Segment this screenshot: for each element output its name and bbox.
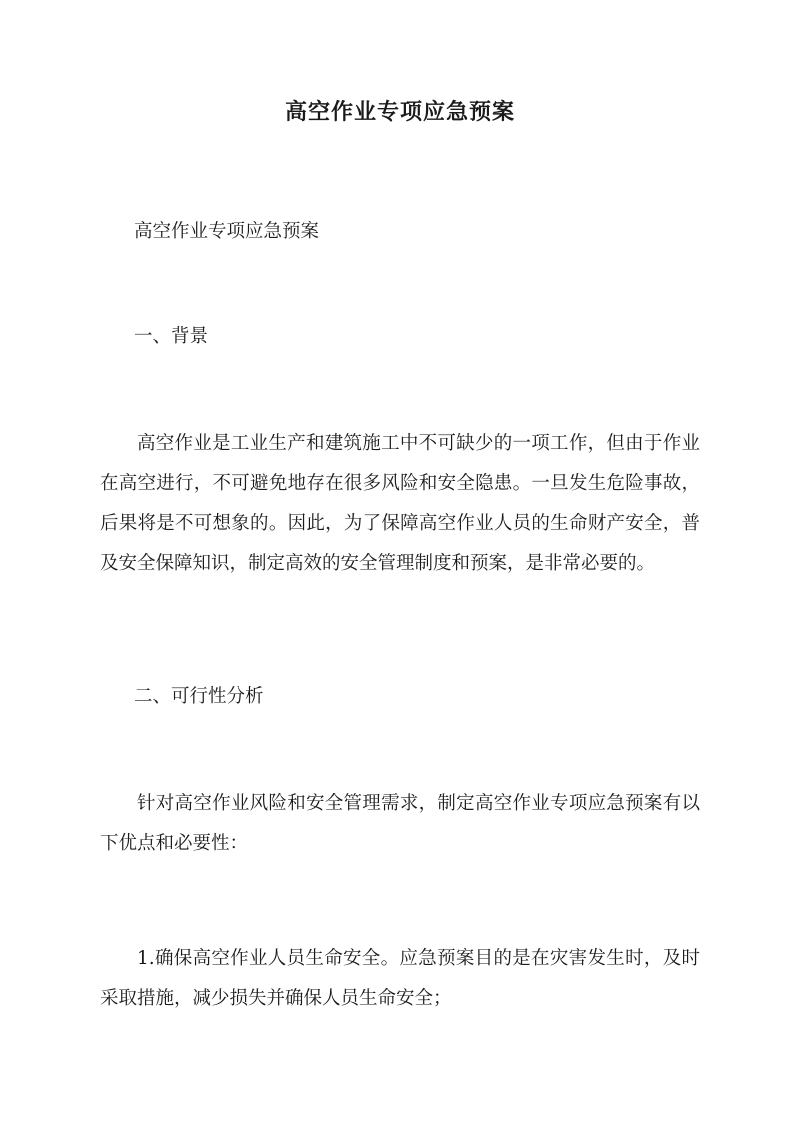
paragraph-feasibility-intro: 针对高空作业风险和安全管理需求，制定高空作业专项应急预案有以下优点和必要性： xyxy=(100,793,700,854)
paragraph-background: 高空作业是工业生产和建筑施工中不可缺少的一项工作，但由于作业在高空进行，不可避免地存在很多风险和安全隐患。一旦发生危险事故，后果将是不可想象的。因此，为了保障高空作业人员的生命财产安全，普及安全保障知识，制定高效的安全管理制度和预案，是非常必要的。 xyxy=(100,433,700,574)
list-item-1: 1.确保高空作业人员生命安全。应急预案目的是在灾害发生时，及时采取措施，减少损失并确保人员生命安全； xyxy=(100,948,700,1009)
document-subtitle: 高空作业专项应急预案 xyxy=(134,221,320,242)
section-heading-feasibility: 二、可行性分析 xyxy=(134,686,264,707)
section-heading-background: 一、背景 xyxy=(134,326,209,347)
document-title: 高空作业专项应急预案 xyxy=(284,99,515,125)
